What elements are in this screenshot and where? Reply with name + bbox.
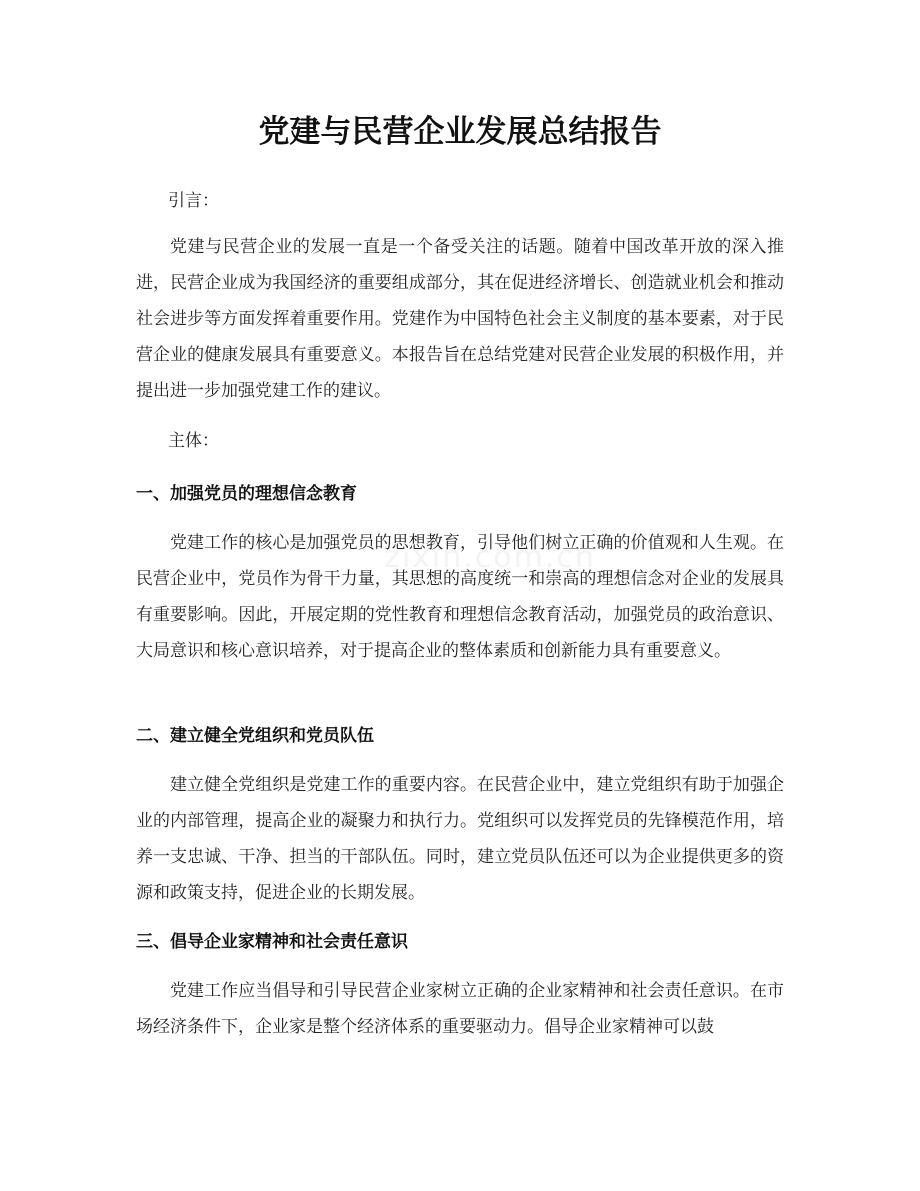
- intro-label: 引言：: [168, 191, 219, 211]
- section-1-paragraph: 党建工作的核心是加强党员的思想教育，引导他们树立正确的价值观和人生观。在民营企业中，党员作为骨干力量，其思想的高度统一和崇高的理想信念对企业的发展具有重要影响。因此，开展定期的党性教育和理想信念教育活动，加强党员的政治意识、大局意识和核心意识培养，对于提高企业的整体素质和创新能力具有重要意义。: [136, 533, 784, 661]
- section-3-heading: 三、倡导企业家精神和社会责任意识: [136, 932, 408, 952]
- section-2-paragraph: 建立健全党组织是党建工作的重要内容。在民营企业中，建立党组织有助于加强企业的内部管理，提高企业的凝聚力和执行力。党组织可以发挥党员的先锋模范作用，培养一支忠诚、干净、担当的干部队伍。同时，建立党员队伍还可以为企业提供更多的资源和政策支持，促进企业的长期发展。: [136, 775, 784, 903]
- section-2-heading: 二、建立健全党组织和党员队伍: [136, 726, 374, 746]
- intro-paragraph: 党建与民营企业的发展一直是一个备受关注的话题。随着中国改革开放的深入推进，民营企业成为我国经济的重要组成部分，其在促进经济增长、创造就业机会和推动社会进步等方面发挥着重要作用。党建作为中国特色社会主义制度的基本要素，对于民营企业的健康发展具有重要意义。本报告旨在总结党建对民营企业发展的积极作用，并提出进一步加强党建工作的建议。: [136, 237, 784, 401]
- section-3-paragraph: 党建工作应当倡导和引导民营企业家树立正确的企业家精神和社会责任意识。在市场经济条件下，企业家是整个经济体系的重要驱动力。倡导企业家精神可以鼓: [136, 981, 784, 1037]
- section-1-heading: 一、加强党员的理想信念教育: [136, 484, 357, 504]
- body-label: 主体：: [168, 431, 219, 451]
- document-title: 党建与民营企业发展总结报告: [258, 114, 662, 150]
